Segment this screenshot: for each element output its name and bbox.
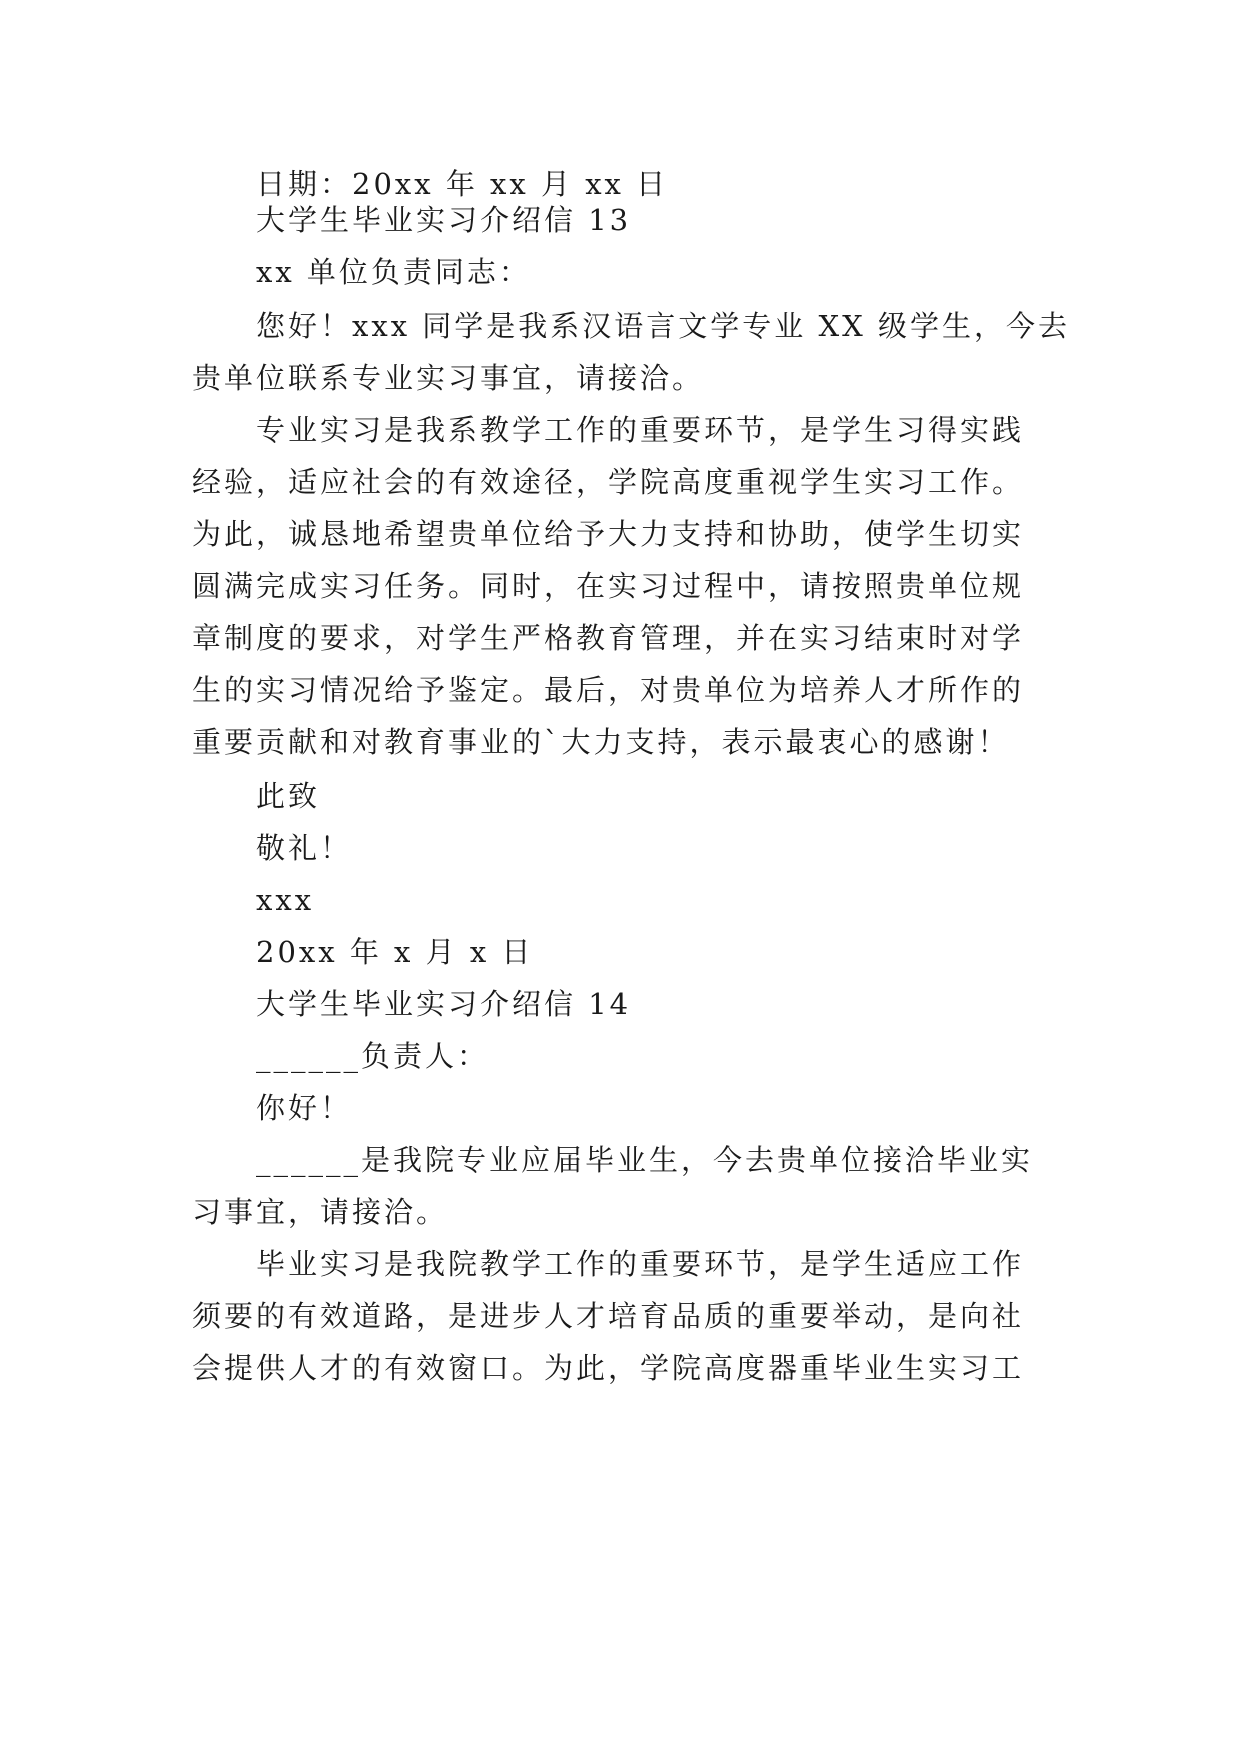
signature-date: 20xx 年 x 月 x 日 [256,935,534,969]
body-line: 您好！xxx 同学是我系汉语言文学专业 XX 级学生，今去 [256,309,1071,343]
body-line: 须要的有效道路，是进步人才培育品质的重要举动，是向社 [192,1299,1025,1333]
salutation-14: ______负责人： [256,1039,490,1073]
letter-title-13: 大学生毕业实习介绍信 13 [256,203,632,237]
closing-line: 敬礼！ [256,831,353,865]
salutation-13: xx 单位负责同志： [256,255,531,289]
body-line: ______是我院专业应届毕业生，今去贵单位接洽毕业实 [256,1143,1034,1177]
body-line: 经验，适应社会的有效途径，学院高度重视学生实习工作。 [192,465,1025,499]
body-line: 习事宜，请接洽。 [192,1195,449,1229]
body-line: 贵单位联系专业实习事宜，请接洽。 [192,361,705,395]
body-line: 重要贡献和对教育事业的`大力支持，表示最衷心的感谢！ [192,725,1010,759]
body-line: 章制度的要求，对学生严格教育管理，并在实习结束时对学 [192,621,1025,655]
body-line: 生的实习情况给予鉴定。最后，对贵单位为培养人才所作的 [192,673,1025,707]
closing-line: 此致 [256,779,321,813]
body-line: 毕业实习是我院教学工作的重要环节，是学生适应工作 [256,1247,1025,1281]
signature-line: xxx [256,883,315,917]
body-line: 会提供人才的有效窗口。为此，学院高度器重毕业生实习工 [192,1351,1025,1385]
greeting-line: 你好！ [256,1091,353,1125]
body-line: 专业实习是我系教学工作的重要环节，是学生习得实践 [256,413,1025,447]
body-line: 为此，诚恳地希望贵单位给予大力支持和协助，使学生切实 [192,517,1025,551]
letter-title-14: 大学生毕业实习介绍信 14 [256,987,632,1021]
body-line: 圆满完成实习任务。同时，在实习过程中，请按照贵单位规 [192,569,1025,603]
date-line: 日期：20xx 年 xx 月 xx 日 [256,167,669,201]
